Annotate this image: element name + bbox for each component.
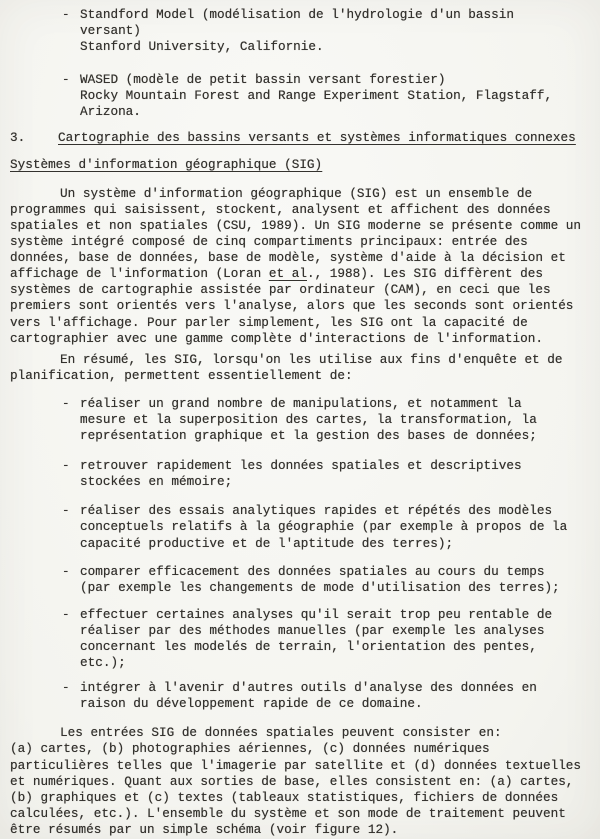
paragraph-io	[10, 725, 592, 838]
paragraph-summary-intro	[10, 352, 592, 384]
section-title: Cartographie des bassins versants et systèmes informatiques connexes	[58, 129, 576, 145]
text-line: réaliser un grand nombre de manipulations, et notamment la	[80, 395, 522, 411]
text-line: système intégré composé de cinq compartiments principaux: entrée des	[10, 234, 528, 250]
text-line: comparer efficacement des données spatiales au cours du temps	[80, 563, 545, 579]
text-line-citation	[10, 266, 592, 282]
text-line: vers l'affichage. Pour parler simplement, les SIG ont la capacité de	[10, 314, 528, 330]
text-line: représentation graphique et la gestion des bases de données;	[80, 428, 537, 444]
dash-marker: -	[62, 7, 70, 22]
text-line: capacité productive et de l'aptitude des terres);	[80, 535, 454, 551]
list-item-capability-analytic-tests	[62, 503, 592, 551]
text-line: (par exemple les changements de mode d'utilisation des terres);	[80, 579, 560, 595]
text-line: (a) cartes, (b) photographies aériennes, (c) données numériques	[10, 741, 490, 757]
text-line: En résumé, les SIG, lorsqu'on les utilise aux fins d'enquête et de	[60, 351, 563, 367]
section-heading	[10, 130, 592, 146]
text-line: Standford Model (modélisation de l'hydrologie d'un bassin	[80, 7, 514, 22]
text-line: retrouver rapidement les données spatiales et descriptives	[80, 458, 522, 474]
text-line: concernant les modelés de terrain, l'orientation des pentes,	[80, 639, 537, 654]
dash-marker: -	[62, 72, 70, 88]
list-item-body	[80, 396, 592, 444]
list-item-body	[80, 564, 592, 596]
text-line: et numériques. Quant aux sorties de base, elles consistent en: (a) cartes,	[10, 773, 574, 789]
text-line: Rocky Mountain Forest and Range Experiment Station, Flagstaff,	[80, 88, 553, 104]
text-line: effectuer certaines analyses qu'il serait trop peu rentable de	[80, 606, 553, 622]
list-item-body	[80, 680, 592, 712]
dash-marker: -	[62, 680, 70, 696]
text-line: intégrer à l'avenir d'autres outils d'analyse des données en	[80, 680, 537, 696]
text-line: particulières telles que l'imagerie par satellite et (d) données textuelles	[10, 757, 582, 773]
citation-et-al-underlined: et al	[268, 266, 307, 282]
text-line: programmes qui saisissent, stockent, analysent et affichent des données	[10, 201, 551, 217]
text-line: premiers sont orientés vers l'analyse, alors que les seconds sont orientés	[10, 298, 574, 314]
list-item-wased-model	[62, 72, 592, 120]
text-line: réaliser des essais analytiques rapides et répétés des modèles	[80, 503, 553, 519]
list-item-capability-future-tools	[62, 680, 592, 712]
text-line: être résumés par un simple schéma (voir figure 12).	[10, 821, 399, 837]
list-item-body	[80, 72, 592, 120]
text-line: Un système d'information géographique (SIG) est un ensemble de	[60, 185, 533, 201]
list-item-standford-model	[62, 7, 592, 55]
text-line: cartographier avec une gamme complète d'interactions de l'information.	[10, 330, 543, 346]
dash-marker: -	[62, 606, 70, 622]
section-number: 3.	[10, 129, 26, 145]
list-item-body	[80, 458, 592, 490]
citation-pre-text: affichage de l'information (Loran	[10, 266, 269, 282]
list-item-body	[80, 503, 592, 551]
text-line: systèmes de cartographie assistée par ordinateur (CAM), en ceci que les	[10, 282, 551, 298]
text-line: calculées, etc.). L'ensemble du système et son mode de traitement peuvent	[10, 805, 566, 821]
dash-marker: -	[62, 563, 70, 579]
dash-marker: -	[62, 395, 70, 411]
text-line: données, base de données, base de modèle, système d'aide à la décision et	[10, 250, 566, 266]
text-line: spatiales et non spatiales (CSU, 1989). Un SIG moderne se présente comme un	[10, 217, 582, 233]
citation-post-text: ., 1988). Les SIG diffèrent des	[306, 266, 543, 282]
text-line: planification, permettent essentiellement de:	[10, 367, 353, 383]
list-item-capability-temporal-comparison	[62, 564, 592, 596]
text-line: stockées en mémoire;	[80, 474, 233, 490]
text-line: WASED (modèle de petit bassin versant forestier)	[80, 72, 446, 88]
subsection-title: Systèmes d'information géographique (SIG)	[10, 156, 323, 172]
list-item-capability-manipulations	[62, 396, 592, 444]
text-line: raison du développement rapide de ce domaine.	[80, 696, 423, 712]
dash-marker: -	[62, 458, 70, 474]
subsection-heading-row	[10, 157, 592, 173]
list-item-body	[80, 7, 592, 55]
list-item-capability-uneconomic-analyses	[62, 607, 592, 671]
text-line: (b) graphiques et (c) textes (tableaux statistiques, fichiers de données	[10, 789, 559, 805]
text-line: etc.);	[80, 655, 126, 671]
text-line: conceptuels relatifs à la géographie (par exemple à propos de la	[80, 519, 568, 535]
text-line: Les entrées SIG de données spatiales peuvent consister en:	[60, 725, 502, 741]
text-line: Stanford University, Californie.	[80, 39, 324, 55]
dash-marker: -	[62, 503, 70, 519]
list-item-body	[80, 607, 592, 671]
text-line: Arizona.	[80, 104, 141, 120]
text-line: réaliser par des méthodes manuelles (par exemple les analyses	[80, 622, 545, 638]
list-item-capability-retrieval	[62, 458, 592, 490]
paragraph-sig-definition	[10, 186, 592, 347]
text-line: mesure et la superposition des cartes, la transformation, la	[80, 411, 537, 427]
text-line: versant)	[80, 23, 141, 39]
